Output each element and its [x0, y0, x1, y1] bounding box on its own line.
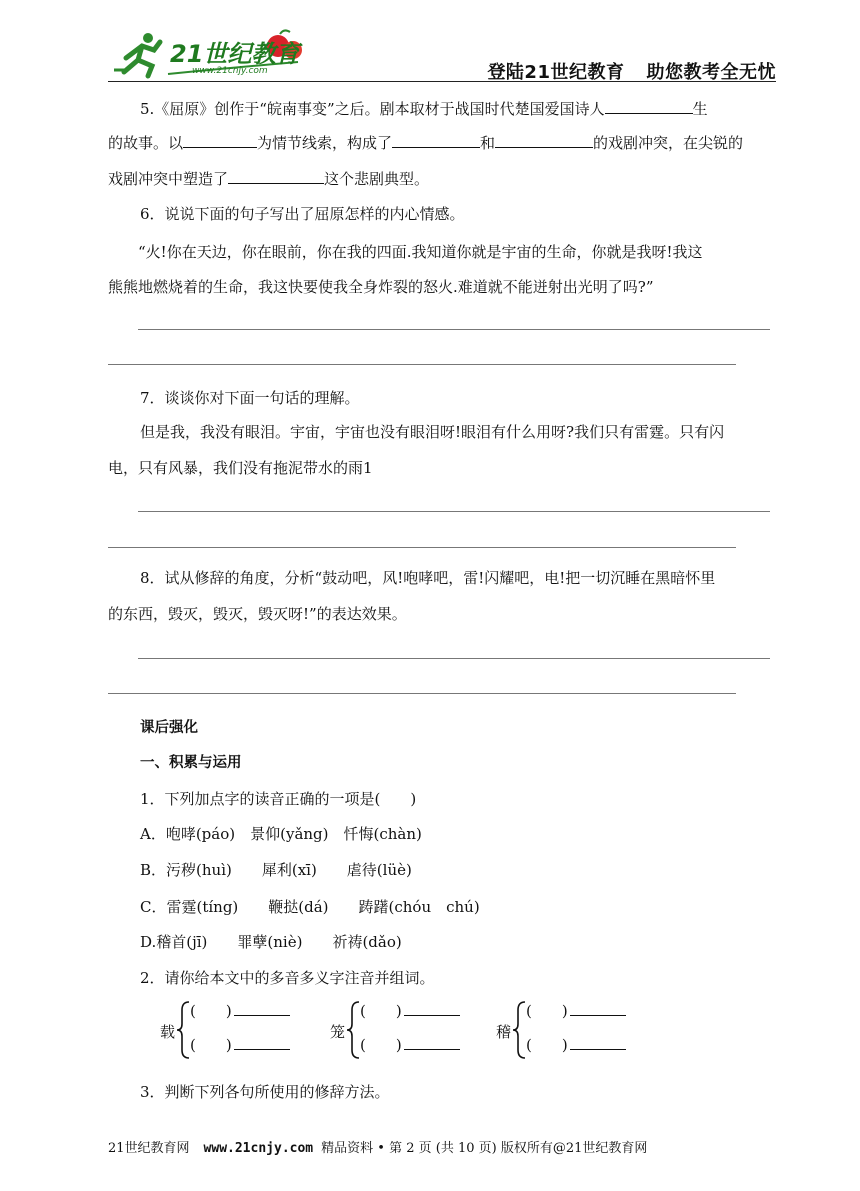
pinyin-row — [526, 1034, 626, 1055]
q5-text: 的故事。以 — [108, 134, 184, 152]
section-subtitle: 一、积累与运用 — [140, 755, 242, 771]
q5-text: 戏剧冲突中塑造了 — [108, 170, 229, 188]
q6-title: 6．说说下面的句子写出了屈原怎样的内心情感。 — [140, 205, 465, 223]
polyphone-char: 稽 — [496, 1023, 512, 1041]
polyphone-char: 载 — [160, 1023, 176, 1041]
fill-blank[interactable] — [404, 1000, 460, 1016]
header-rule — [108, 81, 776, 82]
q5-line-2 — [108, 132, 743, 153]
q7-title: 7．谈谈你对下面一句话的理解。 — [140, 389, 360, 407]
q5-text: 和 — [480, 134, 496, 152]
answer-line[interactable] — [108, 547, 736, 548]
slogan-right: 助您教考全无忧 — [646, 62, 776, 83]
fill-blank[interactable] — [404, 1034, 460, 1050]
logo-text: 21世纪教育 — [170, 40, 300, 68]
q5-text: 的戏剧冲突，在尖锐的 — [593, 134, 744, 152]
fill-blank[interactable] — [605, 98, 693, 114]
pinyin-row — [360, 1034, 460, 1055]
mc1-option-a[interactable]: A．咆哮(páo) 景仰(yǎng) 忏悔(chàn) — [140, 825, 422, 843]
pinyin-paren[interactable]: ( ) — [360, 1036, 402, 1054]
q3-title: 3．判断下列各句所使用的修辞方法。 — [140, 1083, 390, 1101]
page-header — [108, 28, 776, 84]
q5-line-3 — [108, 168, 429, 189]
pinyin-row — [360, 1000, 460, 1021]
q7-text-line-1: 但是我，我没有眼泪。宇宙，宇宙也没有眼泪呀!眼泪有什么用呀?我们只有雷霆。只有闪 — [140, 423, 725, 441]
pinyin-row — [190, 1034, 290, 1055]
mc1-option-d[interactable]: D.稽首(jī) 罪孽(niè) 祈祷(dǎo) — [140, 933, 402, 951]
logo-url: www.21cnjy.com — [192, 66, 268, 76]
footer-copyright: 版权所有@21世纪教育网 — [500, 1141, 648, 1156]
footer-page: 第 2 页 — [389, 1141, 432, 1156]
answer-line[interactable] — [108, 693, 736, 694]
pinyin-row — [190, 1000, 290, 1021]
pinyin-paren[interactable]: ( ) — [526, 1002, 568, 1020]
page-footer: 21世纪教育网 www.21cnjy.com 精品资料 • 第 2 页 (共 10 页) 版权所有@21世纪教育网 — [108, 1141, 648, 1156]
q5-text: 这个悲剧典型。 — [324, 170, 430, 188]
fill-blank[interactable] — [570, 1034, 626, 1050]
fill-blank[interactable] — [228, 168, 324, 184]
footer-site: 21世纪教育网 — [108, 1141, 190, 1156]
answer-line[interactable] — [138, 329, 770, 330]
fill-blank[interactable] — [183, 132, 257, 148]
pinyin-paren[interactable]: ( ) — [526, 1036, 568, 1054]
q8-line-2: 的东西，毁灭，毁灭，毁灭呀!”的表达效果。 — [108, 605, 407, 623]
polyphone-char: 笼 — [330, 1023, 346, 1041]
mc1-question: 1．下列加点字的读音正确的一项是( ) — [140, 790, 417, 808]
fill-blank[interactable] — [234, 1034, 290, 1050]
fill-blank[interactable] — [234, 1000, 290, 1016]
mc1-option-b[interactable]: B．污秽(huì) 犀利(xī) 虐待(lüè) — [140, 861, 412, 879]
section-title: 课后强化 — [140, 720, 198, 736]
pinyin-paren[interactable]: ( ) — [360, 1002, 402, 1020]
q6-quote-line-2: 熊熊地燃烧着的生命，我这快要使我全身炸裂的怒火.难道就不能迸射出光明了吗?” — [108, 278, 654, 296]
brace-icon — [346, 1000, 360, 1060]
q5-text: 生 — [692, 100, 708, 118]
mc1-option-c[interactable]: C．雷霆(tíng) 鞭挞(dá) 踌躇(chóu chú) — [140, 898, 480, 916]
slogan-left: 登陆21世纪教育 — [487, 62, 625, 83]
q5-text: 5.《屈原》创作于“皖南事变”之后。剧本取材于战国时代楚国爱国诗人 — [140, 100, 605, 118]
q7-text-line-2: 电，只有风暴，我们没有拖泥带水的雨1 — [108, 459, 373, 477]
pinyin-paren[interactable]: ( ) — [190, 1002, 232, 1020]
fill-blank[interactable] — [495, 132, 593, 148]
answer-line[interactable] — [138, 658, 770, 659]
answer-line[interactable] — [108, 364, 736, 365]
q2-title: 2．请你给本文中的多音多义字注音并组词。 — [140, 969, 435, 987]
q5-line-1 — [140, 98, 708, 119]
logo-graphic — [108, 28, 308, 80]
brace-icon — [176, 1000, 190, 1060]
q5-text: 为情节线索，构成了 — [257, 134, 393, 152]
footer-total: (共 10 页) — [435, 1141, 497, 1156]
pinyin-paren[interactable]: ( ) — [190, 1036, 232, 1054]
q6-quote-line-1: “火!你在天边，你在眼前，你在我的四面.我知道你就是宇宙的生命，你就是我呀!我这 — [138, 243, 703, 261]
q8-line-1: 8．试从修辞的角度，分析“鼓动吧，风!咆哮吧，雷!闪耀吧，电!把一切沉睡在黑暗怀里 — [140, 569, 716, 587]
pinyin-row — [526, 1000, 626, 1021]
brace-icon — [512, 1000, 526, 1060]
fill-blank[interactable] — [570, 1000, 626, 1016]
fill-blank[interactable] — [392, 132, 480, 148]
answer-line[interactable] — [138, 511, 770, 512]
footer-url[interactable]: www.21cnjy.com — [203, 1141, 314, 1156]
logo — [108, 28, 308, 80]
footer-label: 精品资料 — [321, 1141, 374, 1156]
